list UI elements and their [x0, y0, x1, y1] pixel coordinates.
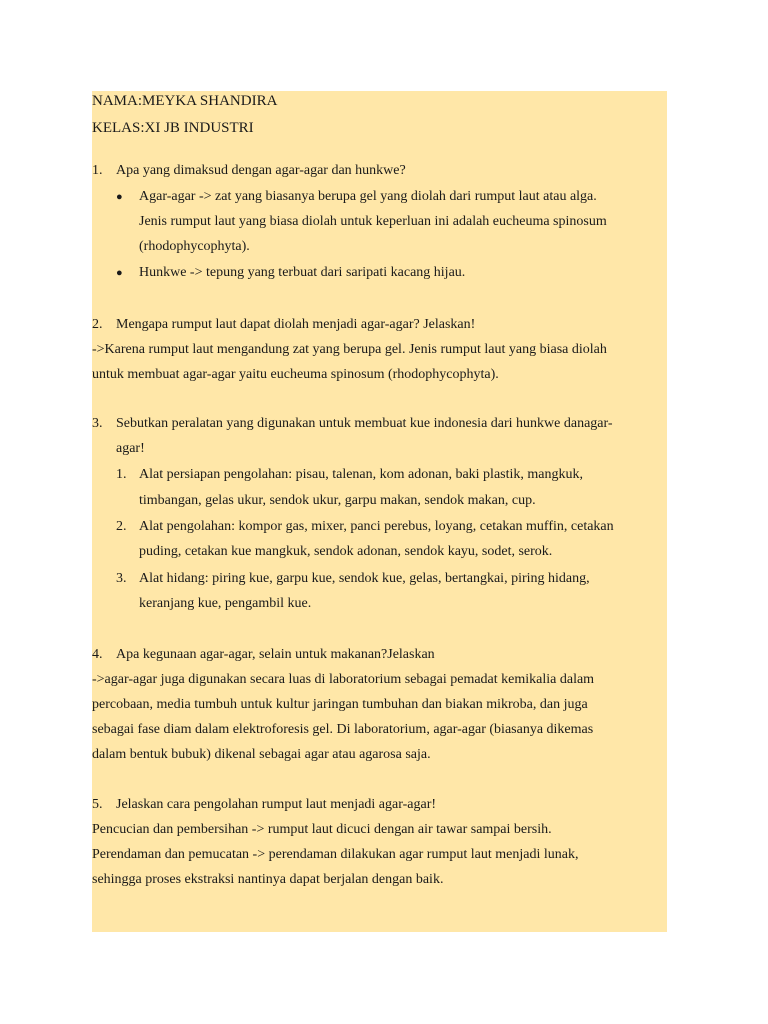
- q3-item-number: 2.: [116, 519, 127, 534]
- q4-answer-line: percobaan, media tumbuh untuk kultur jaringan tumbuhan dan biakan mikroba, dan juga: [92, 697, 588, 712]
- q5-question: Jelaskan cara pengolahan rumput laut menjadi agar-agar!: [116, 797, 437, 812]
- q5-number: 5.: [92, 797, 103, 812]
- q1-question: Apa yang dimaksud dengan agar-agar dan hunkwe?: [116, 163, 406, 178]
- q5-answer-line: Perendaman dan pemucatan -> perendaman dilakukan agar rumput laut menjadi lunak,: [92, 847, 579, 862]
- q5-answer-line: sehingga proses ekstraksi nantinya dapat berjalan dengan baik.: [92, 872, 444, 887]
- q2-question: Mengapa rumput laut dapat diolah menjadi agar-agar? Jelaskan!: [116, 317, 476, 332]
- q1-bullet1-line: Jenis rumput laut yang biasa diolah untuk keperluan ini adalah eucheuma spinosum: [139, 214, 607, 229]
- q3-number: 3.: [92, 416, 103, 431]
- student-class: KELAS:XI JB INDUSTRI: [92, 120, 254, 136]
- document-sheet: [92, 91, 667, 932]
- q4-answer-line: ->agar-agar juga digunakan secara luas di laboratorium sebagai pemadat kemikalia dalam: [92, 672, 595, 687]
- q5-answer-line: Pencucian dan pembersihan -> rumput laut dicuci dengan air tawar sampai bersih.: [92, 822, 552, 837]
- q4-answer-line: dalam bentuk bubuk) dikenal sebagai agar atau agarosa saja.: [92, 747, 431, 762]
- q3-item-number: 3.: [116, 571, 127, 586]
- q3-item-line: Alat persiapan pengolahan: pisau, talenan, kom adonan, baki plastik, mangkuk,: [139, 467, 583, 482]
- q4-number: 4.: [92, 647, 103, 662]
- student-name: NAMA:MEYKA SHANDIRA: [92, 93, 278, 109]
- q1-bullet1-line: (rhodophycophyta).: [139, 239, 250, 254]
- q3-item-line: timbangan, gelas ukur, sendok ukur, garpu makan, sendok makan, cup.: [139, 493, 536, 508]
- q2-number: 2.: [92, 317, 103, 332]
- q2-answer-line: ->Karena rumput laut mengandung zat yang berupa gel. Jenis rumput laut yang biasa diolah: [92, 342, 607, 357]
- q1-number: 1.: [92, 163, 103, 178]
- q3-item-number: 1.: [116, 467, 127, 482]
- bullet-icon: ●: [116, 267, 123, 279]
- q3-item-line: keranjang kue, pengambil kue.: [139, 596, 312, 611]
- q3-item-line: puding, cetakan kue mangkuk, sendok adonan, sendok kayu, sodet, serok.: [139, 544, 553, 559]
- q4-answer-line: sebagai fase diam dalam elektroforesis gel. Di laboratorium, agar-agar (biasanya dikemas: [92, 722, 594, 737]
- q2-answer-line: untuk membuat agar-agar yaitu eucheuma spinosum (rhodophycophyta).: [92, 367, 499, 382]
- q1-bullet1-line: Agar-agar -> zat yang biasanya berupa gel yang diolah dari rumput laut atau alga.: [139, 189, 597, 204]
- q3-question-line: agar!: [116, 441, 145, 456]
- q3-item-line: Alat pengolahan: kompor gas, mixer, panci perebus, loyang, cetakan muffin, cetakan: [139, 519, 614, 534]
- q3-question-line: Sebutkan peralatan yang digunakan untuk membuat kue indonesia dari hunkwe danagar-: [116, 416, 613, 431]
- q4-question: Apa kegunaan agar-agar, selain untuk makanan?Jelaskan: [116, 647, 435, 662]
- q1-bullet2-line: Hunkwe -> tepung yang terbuat dari saripati kacang hijau.: [139, 265, 466, 280]
- q3-item-line: Alat hidang: piring kue, garpu kue, sendok kue, gelas, bertangkai, piring hidang,: [139, 571, 590, 586]
- bullet-icon: ●: [116, 191, 123, 203]
